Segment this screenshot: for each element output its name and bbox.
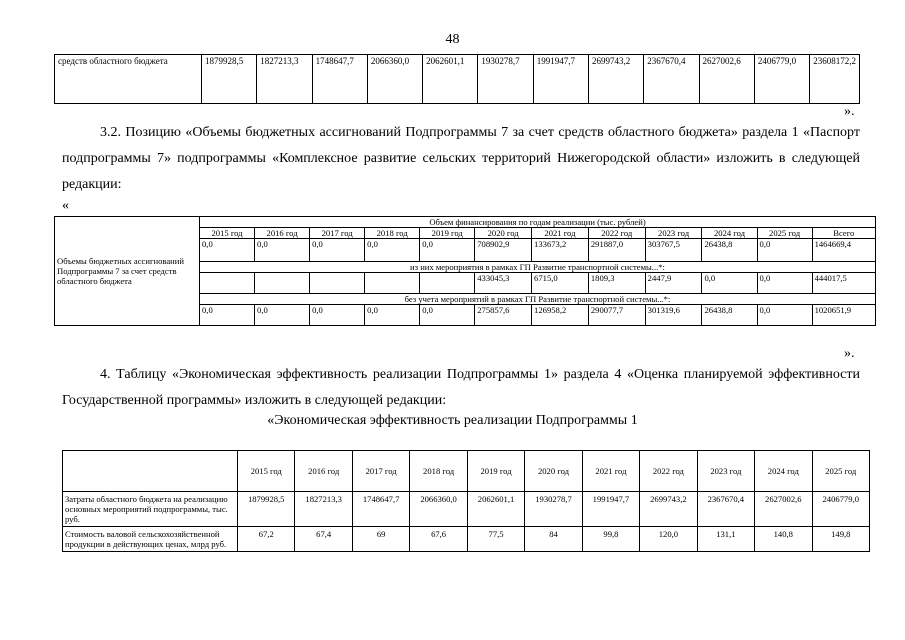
table-cell: 2406779,0 [754,55,809,104]
year-header: 2022 год [640,451,697,492]
table-cell: 0,0 [757,239,812,262]
table-cell: 0,0 [757,273,812,294]
paragraph-3-2: 3.2. Позицию «Объемы бюджетных ассигнований Подпрограммы 7 за счет средств областного бюджета» раздела 1 «Паспорт подпрограммы 7» подпрограммы «Комплексное развитие сельских территорий Нижегородской области» изложить в следующей редакции: [62,125,860,192]
table-cell: 1879928,5 [238,492,295,527]
table-cell: 0,0 [365,239,420,262]
year-header: 2017 год [352,451,409,492]
page-number: 48 [445,32,460,47]
table-cell: 0,0 [702,273,757,294]
table-cell [365,273,420,294]
table-cell: 120,0 [640,527,697,552]
year-header: 2021 год [532,228,589,239]
table-cell: 99,8 [582,527,639,552]
table-cell: 0,0 [200,305,255,326]
table-title: «Экономическая эффективность реализации Подпрограммы 1 [267,413,638,428]
table-cell: 0,0 [200,239,255,262]
table-cell: 2367670,4 [644,55,699,104]
table-cell: 84 [525,527,582,552]
table-cell: 1930278,7 [525,492,582,527]
closing-quote: ». [844,104,855,119]
table-cell: 149,8 [812,527,869,552]
table-row [55,217,876,228]
table-cell: 1879928,5 [202,55,257,104]
table-cell: 275857,6 [475,305,532,326]
table-cell: 0,0 [310,239,365,262]
table-subheader: из них мероприятия в рамках ГП Развитие транспортной системы...*: [200,262,876,273]
corner-cell [63,451,238,492]
table-cell: 444017,5 [812,273,875,294]
table-cell: 2406779,0 [812,492,869,527]
table-cell: 1827213,3 [295,492,352,527]
table-cell: 433045,3 [475,273,532,294]
budget-allocation-table [54,216,876,326]
table-cell: 126958,2 [532,305,589,326]
table-cell: 1827213,3 [257,55,312,104]
paragraph-4: 4. Таблицу «Экономическая эффективность реализации Подпрограммы 1» раздела 4 «Оценка планируемой эффективности Государственной программы» изложить в следующей редакции: [62,367,860,408]
economic-efficiency-table [62,450,870,552]
table-cell-total: 23608172,2 [810,55,860,104]
table-cell: 67,2 [238,527,295,552]
row-label: Стоимость валовой сельскохозяйственной продукции в действующих ценах, млрд руб. [63,527,238,552]
closing-quote: ». [844,346,855,361]
table-cell: 291887,0 [588,239,645,262]
table-cell: 1464669,4 [812,239,875,262]
table-cell: 2447,9 [645,273,702,294]
table-cell: 26438,8 [702,305,757,326]
table-cell: 2367670,4 [697,492,754,527]
table-row [55,55,860,104]
year-header: 2023 год [645,228,702,239]
table-cell: 0,0 [310,305,365,326]
table-cell: 0,0 [757,305,812,326]
table-cell: 303767,5 [645,239,702,262]
table-cell: 1020651,9 [812,305,875,326]
year-header: 2022 год [588,228,645,239]
budget-table-top [54,54,860,104]
table-cell: 0,0 [365,305,420,326]
table-cell: 2066360,0 [367,55,422,104]
table-row [63,492,870,527]
table-cell: 2066360,0 [410,492,467,527]
opening-quote: « [62,198,69,213]
table-cell: 67,4 [295,527,352,552]
table-cell: 0,0 [255,305,310,326]
table-cell: 2627002,6 [755,492,812,527]
year-header: 2016 год [255,228,310,239]
year-header: 2024 год [755,451,812,492]
year-header: 2023 год [697,451,754,492]
year-header: Всего [812,228,875,239]
table-cell: 77,5 [467,527,524,552]
table-header: Объем финансирования по годам реализации (тыс. рублей) [200,217,876,228]
year-header: 2015 год [238,451,295,492]
table-subheader: без учета мероприятий в рамках ГП Развитие транспортной системы...*: [200,294,876,305]
table-cell [200,273,255,294]
year-header: 2018 год [365,228,420,239]
table-cell: 1748647,7 [312,55,367,104]
year-header: 2025 год [757,228,812,239]
table-cell: 301319,6 [645,305,702,326]
table-cell: 133673,2 [532,239,589,262]
year-header: 2019 год [420,228,475,239]
year-header: 2015 год [200,228,255,239]
table-cell: 0,0 [420,239,475,262]
year-header: 2020 год [525,451,582,492]
year-header: 2024 год [702,228,757,239]
table-cell: 2699743,2 [588,55,643,104]
table-cell: 67,6 [410,527,467,552]
table-cell: 26438,8 [702,239,757,262]
table-cell: 1991947,7 [582,492,639,527]
year-header: 2025 год [812,451,869,492]
table-cell: 290077,7 [588,305,645,326]
year-header: 2017 год [310,228,365,239]
table-cell: 0,0 [255,239,310,262]
year-header: 2019 год [467,451,524,492]
table-cell: 1991947,7 [533,55,588,104]
year-header: 2016 год [295,451,352,492]
table-row [63,451,870,492]
year-header: 2020 год [475,228,532,239]
year-header: 2021 год [582,451,639,492]
table-cell: 1748647,7 [352,492,409,527]
row-label: Затраты областного бюджета на реализацию основных мероприятий подпрограммы, тыс. руб. [63,492,238,527]
row-label: Объемы бюджетных ассигнований Подпрограммы 7 за счет средств областного бюджета [55,217,200,326]
row-label: средств областного бюджета [55,55,202,104]
table-cell: 6715,0 [532,273,589,294]
table-cell: 1809,3 [588,273,645,294]
table-row [63,527,870,552]
table-cell: 1930278,7 [478,55,533,104]
year-header: 2018 год [410,451,467,492]
table-cell: 708902,9 [475,239,532,262]
table-cell: 2062601,1 [423,55,478,104]
table-cell [255,273,310,294]
table-cell [310,273,365,294]
table-cell: 69 [352,527,409,552]
table-cell: 140,8 [755,527,812,552]
table-cell: 2699743,2 [640,492,697,527]
table-cell: 131,1 [697,527,754,552]
table-cell: 0,0 [420,305,475,326]
table-cell [420,273,475,294]
table-cell: 2062601,1 [467,492,524,527]
table-cell: 2627002,6 [699,55,754,104]
